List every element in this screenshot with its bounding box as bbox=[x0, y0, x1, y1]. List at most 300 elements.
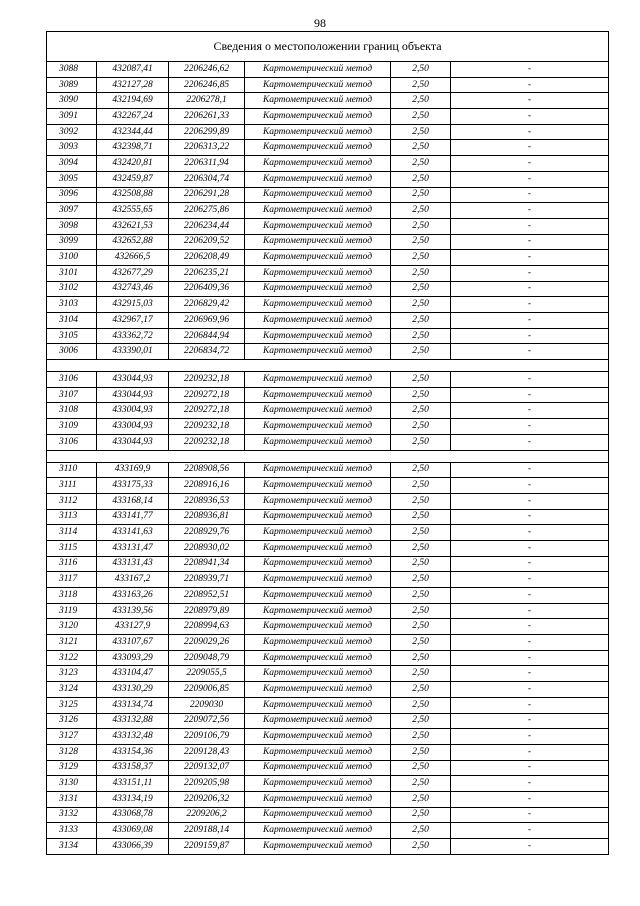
method-cell: Картометрический метод bbox=[245, 403, 391, 419]
x-coordinate-cell: 432915,03 bbox=[97, 297, 169, 313]
y-coordinate-cell: 2206844,94 bbox=[169, 328, 245, 344]
x-coordinate-cell: 432621,53 bbox=[97, 218, 169, 234]
accuracy-cell: 2,50 bbox=[391, 93, 451, 109]
note-cell: - bbox=[451, 760, 609, 776]
note-cell: - bbox=[451, 156, 609, 172]
note-cell: - bbox=[451, 403, 609, 419]
accuracy-cell: 2,50 bbox=[391, 124, 451, 140]
y-coordinate-cell: 2209048,79 bbox=[169, 650, 245, 666]
table-row bbox=[47, 525, 609, 541]
y-coordinate-cell: 2209030 bbox=[169, 697, 245, 713]
table-row bbox=[47, 313, 609, 329]
table-row bbox=[47, 635, 609, 651]
table-row bbox=[47, 713, 609, 729]
table-row bbox=[47, 556, 609, 572]
y-coordinate-cell: 2208952,51 bbox=[169, 588, 245, 604]
point-number-cell: 3115 bbox=[47, 540, 97, 556]
table-row bbox=[47, 493, 609, 509]
accuracy-cell: 2,50 bbox=[391, 509, 451, 525]
point-number-cell: 3114 bbox=[47, 525, 97, 541]
point-number-cell: 3095 bbox=[47, 171, 97, 187]
table-row bbox=[47, 839, 609, 855]
method-cell: Картометрический метод bbox=[245, 62, 391, 78]
accuracy-cell: 2,50 bbox=[391, 807, 451, 823]
method-cell: Картометрический метод bbox=[245, 187, 391, 203]
note-cell: - bbox=[451, 77, 609, 93]
table-row bbox=[47, 77, 609, 93]
note-cell: - bbox=[451, 265, 609, 281]
point-number-cell: 3133 bbox=[47, 823, 97, 839]
y-coordinate-cell: 2206311,94 bbox=[169, 156, 245, 172]
table-row bbox=[47, 478, 609, 494]
point-number-cell: 3119 bbox=[47, 603, 97, 619]
note-cell: - bbox=[451, 540, 609, 556]
note-cell: - bbox=[451, 462, 609, 478]
y-coordinate-cell: 2206291,28 bbox=[169, 187, 245, 203]
accuracy-cell: 2,50 bbox=[391, 666, 451, 682]
method-cell: Картометрический метод bbox=[245, 328, 391, 344]
accuracy-cell: 2,50 bbox=[391, 682, 451, 698]
point-number-cell: 3105 bbox=[47, 328, 97, 344]
point-number-cell: 3113 bbox=[47, 509, 97, 525]
point-number-cell: 3128 bbox=[47, 744, 97, 760]
point-number-cell: 3106 bbox=[47, 434, 97, 450]
x-coordinate-cell: 432743,46 bbox=[97, 281, 169, 297]
accuracy-cell: 2,50 bbox=[391, 760, 451, 776]
accuracy-cell: 2,50 bbox=[391, 776, 451, 792]
x-coordinate-cell: 433107,67 bbox=[97, 635, 169, 651]
accuracy-cell: 2,50 bbox=[391, 729, 451, 745]
point-number-cell: 3100 bbox=[47, 250, 97, 266]
x-coordinate-cell: 433167,2 bbox=[97, 572, 169, 588]
accuracy-cell: 2,50 bbox=[391, 203, 451, 219]
accuracy-cell: 2,50 bbox=[391, 419, 451, 435]
note-cell: - bbox=[451, 250, 609, 266]
x-coordinate-cell: 432267,24 bbox=[97, 109, 169, 125]
table-row bbox=[47, 265, 609, 281]
method-cell: Картометрический метод bbox=[245, 77, 391, 93]
note-cell: - bbox=[451, 525, 609, 541]
y-coordinate-cell: 2208930,02 bbox=[169, 540, 245, 556]
method-cell: Картометрический метод bbox=[245, 203, 391, 219]
note-cell: - bbox=[451, 93, 609, 109]
table-row bbox=[47, 807, 609, 823]
note-cell: - bbox=[451, 556, 609, 572]
y-coordinate-cell: 2209159,87 bbox=[169, 839, 245, 855]
method-cell: Картометрический метод bbox=[245, 372, 391, 388]
method-cell: Картометрический метод bbox=[245, 234, 391, 250]
note-cell: - bbox=[451, 187, 609, 203]
x-coordinate-cell: 433132,48 bbox=[97, 729, 169, 745]
point-number-cell: 3120 bbox=[47, 619, 97, 635]
accuracy-cell: 2,50 bbox=[391, 603, 451, 619]
accuracy-cell: 2,50 bbox=[391, 77, 451, 93]
accuracy-cell: 2,50 bbox=[391, 588, 451, 604]
table-row bbox=[47, 387, 609, 403]
y-coordinate-cell: 2206969,96 bbox=[169, 313, 245, 329]
x-coordinate-cell: 433093,29 bbox=[97, 650, 169, 666]
table-row bbox=[47, 666, 609, 682]
point-number-cell: 3124 bbox=[47, 682, 97, 698]
y-coordinate-cell: 2209232,18 bbox=[169, 419, 245, 435]
y-coordinate-cell: 2209132,07 bbox=[169, 760, 245, 776]
method-cell: Картометрический метод bbox=[245, 419, 391, 435]
point-number-cell: 3111 bbox=[47, 478, 97, 494]
y-coordinate-cell: 2208939,71 bbox=[169, 572, 245, 588]
accuracy-cell: 2,50 bbox=[391, 281, 451, 297]
accuracy-cell: 2,50 bbox=[391, 328, 451, 344]
point-number-cell: 3088 bbox=[47, 62, 97, 78]
boundary-coordinates-table bbox=[46, 31, 609, 855]
table-row bbox=[47, 372, 609, 388]
table-row bbox=[47, 93, 609, 109]
table-row bbox=[47, 729, 609, 745]
table-row bbox=[47, 297, 609, 313]
x-coordinate-cell: 432555,65 bbox=[97, 203, 169, 219]
table-title-row bbox=[47, 32, 609, 62]
table-row bbox=[47, 791, 609, 807]
x-coordinate-cell: 432420,81 bbox=[97, 156, 169, 172]
accuracy-cell: 2,50 bbox=[391, 619, 451, 635]
table-row bbox=[47, 124, 609, 140]
note-cell: - bbox=[451, 419, 609, 435]
method-cell: Картометрический метод bbox=[245, 297, 391, 313]
x-coordinate-cell: 433132,88 bbox=[97, 713, 169, 729]
method-cell: Картометрический метод bbox=[245, 462, 391, 478]
note-cell: - bbox=[451, 635, 609, 651]
table-row bbox=[47, 62, 609, 78]
point-number-cell: 3123 bbox=[47, 666, 97, 682]
method-cell: Картометрический метод bbox=[245, 603, 391, 619]
accuracy-cell: 2,50 bbox=[391, 478, 451, 494]
accuracy-cell: 2,50 bbox=[391, 234, 451, 250]
y-coordinate-cell: 2206234,44 bbox=[169, 218, 245, 234]
y-coordinate-cell: 2209272,18 bbox=[169, 403, 245, 419]
accuracy-cell: 2,50 bbox=[391, 540, 451, 556]
method-cell: Картометрический метод bbox=[245, 478, 391, 494]
note-cell: - bbox=[451, 729, 609, 745]
accuracy-cell: 2,50 bbox=[391, 265, 451, 281]
x-coordinate-cell: 432967,17 bbox=[97, 313, 169, 329]
table-row bbox=[47, 823, 609, 839]
x-coordinate-cell: 433069,08 bbox=[97, 823, 169, 839]
point-number-cell: 3134 bbox=[47, 839, 97, 855]
note-cell: - bbox=[451, 140, 609, 156]
accuracy-cell: 2,50 bbox=[391, 140, 451, 156]
accuracy-cell: 2,50 bbox=[391, 556, 451, 572]
point-number-cell: 3107 bbox=[47, 387, 97, 403]
accuracy-cell: 2,50 bbox=[391, 434, 451, 450]
note-cell: - bbox=[451, 603, 609, 619]
x-coordinate-cell: 432344,44 bbox=[97, 124, 169, 140]
note-cell: - bbox=[451, 509, 609, 525]
x-coordinate-cell: 433139,56 bbox=[97, 603, 169, 619]
y-coordinate-cell: 2206235,21 bbox=[169, 265, 245, 281]
point-number-cell: 3129 bbox=[47, 760, 97, 776]
point-number-cell: 3118 bbox=[47, 588, 97, 604]
note-cell: - bbox=[451, 744, 609, 760]
note-cell: - bbox=[451, 666, 609, 682]
point-number-cell: 3104 bbox=[47, 313, 97, 329]
x-coordinate-cell: 432508,88 bbox=[97, 187, 169, 203]
method-cell: Картометрический метод bbox=[245, 619, 391, 635]
accuracy-cell: 2,50 bbox=[391, 372, 451, 388]
point-number-cell: 3098 bbox=[47, 218, 97, 234]
x-coordinate-cell: 433154,36 bbox=[97, 744, 169, 760]
y-coordinate-cell: 2209232,18 bbox=[169, 434, 245, 450]
point-number-cell: 3099 bbox=[47, 234, 97, 250]
method-cell: Картометрический метод bbox=[245, 588, 391, 604]
accuracy-cell: 2,50 bbox=[391, 403, 451, 419]
point-number-cell: 3108 bbox=[47, 403, 97, 419]
y-coordinate-cell: 2208936,81 bbox=[169, 509, 245, 525]
table-row bbox=[47, 403, 609, 419]
table-row bbox=[47, 419, 609, 435]
page-number: 98 bbox=[314, 16, 326, 30]
table-row bbox=[47, 203, 609, 219]
note-cell: - bbox=[451, 588, 609, 604]
y-coordinate-cell: 2206278,1 bbox=[169, 93, 245, 109]
note-cell: - bbox=[451, 697, 609, 713]
accuracy-cell: 2,50 bbox=[391, 650, 451, 666]
point-number-cell: 3117 bbox=[47, 572, 97, 588]
y-coordinate-cell: 2209029,26 bbox=[169, 635, 245, 651]
table-row bbox=[47, 697, 609, 713]
table-row bbox=[47, 588, 609, 604]
x-coordinate-cell: 433134,74 bbox=[97, 697, 169, 713]
point-number-cell: 3091 bbox=[47, 109, 97, 125]
note-cell: - bbox=[451, 682, 609, 698]
point-number-cell: 3127 bbox=[47, 729, 97, 745]
accuracy-cell: 2,50 bbox=[391, 297, 451, 313]
table-row bbox=[47, 744, 609, 760]
y-coordinate-cell: 2208994,63 bbox=[169, 619, 245, 635]
group-separator-row bbox=[47, 450, 609, 462]
point-number-cell: 3093 bbox=[47, 140, 97, 156]
y-coordinate-cell: 2209206,2 bbox=[169, 807, 245, 823]
accuracy-cell: 2,50 bbox=[391, 635, 451, 651]
x-coordinate-cell: 433141,63 bbox=[97, 525, 169, 541]
note-cell: - bbox=[451, 124, 609, 140]
x-coordinate-cell: 433044,93 bbox=[97, 434, 169, 450]
method-cell: Картометрический метод bbox=[245, 556, 391, 572]
table-row bbox=[47, 109, 609, 125]
method-cell: Картометрический метод bbox=[245, 156, 391, 172]
note-cell: - bbox=[451, 650, 609, 666]
accuracy-cell: 2,50 bbox=[391, 187, 451, 203]
y-coordinate-cell: 2208936,53 bbox=[169, 493, 245, 509]
point-number-cell: 3122 bbox=[47, 650, 97, 666]
method-cell: Картометрический метод bbox=[245, 744, 391, 760]
y-coordinate-cell: 2208916,16 bbox=[169, 478, 245, 494]
x-coordinate-cell: 433141,77 bbox=[97, 509, 169, 525]
x-coordinate-cell: 433131,43 bbox=[97, 556, 169, 572]
note-cell: - bbox=[451, 297, 609, 313]
table-row bbox=[47, 619, 609, 635]
x-coordinate-cell: 433044,93 bbox=[97, 372, 169, 388]
x-coordinate-cell: 433169,9 bbox=[97, 462, 169, 478]
y-coordinate-cell: 2209205,98 bbox=[169, 776, 245, 792]
table-title: Сведения о местоположении границ объекта bbox=[47, 32, 609, 62]
y-coordinate-cell: 2206409,36 bbox=[169, 281, 245, 297]
method-cell: Картометрический метод bbox=[245, 839, 391, 855]
y-coordinate-cell: 2206208,49 bbox=[169, 250, 245, 266]
table-row bbox=[47, 776, 609, 792]
y-coordinate-cell: 2209188,14 bbox=[169, 823, 245, 839]
method-cell: Картометрический метод bbox=[245, 265, 391, 281]
method-cell: Картометрический метод bbox=[245, 666, 391, 682]
point-number-cell: 3096 bbox=[47, 187, 97, 203]
y-coordinate-cell: 2206261,33 bbox=[169, 109, 245, 125]
x-coordinate-cell: 432666,5 bbox=[97, 250, 169, 266]
method-cell: Картометрический метод bbox=[245, 682, 391, 698]
note-cell: - bbox=[451, 776, 609, 792]
method-cell: Картометрический метод bbox=[245, 572, 391, 588]
note-cell: - bbox=[451, 171, 609, 187]
method-cell: Картометрический метод bbox=[245, 93, 391, 109]
table-body bbox=[47, 32, 609, 855]
method-cell: Картометрический метод bbox=[245, 140, 391, 156]
accuracy-cell: 2,50 bbox=[391, 313, 451, 329]
note-cell: - bbox=[451, 203, 609, 219]
note-cell: - bbox=[451, 313, 609, 329]
y-coordinate-cell: 2206209,52 bbox=[169, 234, 245, 250]
table-row bbox=[47, 572, 609, 588]
accuracy-cell: 2,50 bbox=[391, 823, 451, 839]
accuracy-cell: 2,50 bbox=[391, 62, 451, 78]
accuracy-cell: 2,50 bbox=[391, 839, 451, 855]
method-cell: Картометрический метод bbox=[245, 344, 391, 360]
x-coordinate-cell: 433134,19 bbox=[97, 791, 169, 807]
method-cell: Картометрический метод bbox=[245, 760, 391, 776]
note-cell: - bbox=[451, 791, 609, 807]
note-cell: - bbox=[451, 328, 609, 344]
accuracy-cell: 2,50 bbox=[391, 572, 451, 588]
note-cell: - bbox=[451, 281, 609, 297]
x-coordinate-cell: 433066,39 bbox=[97, 839, 169, 855]
x-coordinate-cell: 433163,26 bbox=[97, 588, 169, 604]
point-number-cell: 3092 bbox=[47, 124, 97, 140]
table-row bbox=[47, 250, 609, 266]
group-separator-row bbox=[47, 360, 609, 372]
method-cell: Картометрический метод bbox=[245, 313, 391, 329]
point-number-cell: 3126 bbox=[47, 713, 97, 729]
x-coordinate-cell: 432194,69 bbox=[97, 93, 169, 109]
x-coordinate-cell: 432652,88 bbox=[97, 234, 169, 250]
accuracy-cell: 2,50 bbox=[391, 156, 451, 172]
x-coordinate-cell: 433168,14 bbox=[97, 493, 169, 509]
note-cell: - bbox=[451, 234, 609, 250]
table-row bbox=[47, 682, 609, 698]
note-cell: - bbox=[451, 387, 609, 403]
table-row bbox=[47, 760, 609, 776]
method-cell: Картометрический метод bbox=[245, 509, 391, 525]
x-coordinate-cell: 433004,93 bbox=[97, 419, 169, 435]
separator-cell bbox=[47, 450, 609, 462]
note-cell: - bbox=[451, 372, 609, 388]
y-coordinate-cell: 2209072,56 bbox=[169, 713, 245, 729]
point-number-cell: 3094 bbox=[47, 156, 97, 172]
point-number-cell: 3132 bbox=[47, 807, 97, 823]
x-coordinate-cell: 433151,11 bbox=[97, 776, 169, 792]
y-coordinate-cell: 2209232,18 bbox=[169, 372, 245, 388]
table-row bbox=[47, 218, 609, 234]
x-coordinate-cell: 433390,01 bbox=[97, 344, 169, 360]
point-number-cell: 3006 bbox=[47, 344, 97, 360]
y-coordinate-cell: 2208979,89 bbox=[169, 603, 245, 619]
point-number-cell: 3102 bbox=[47, 281, 97, 297]
y-coordinate-cell: 2206246,85 bbox=[169, 77, 245, 93]
point-number-cell: 3106 bbox=[47, 372, 97, 388]
table-row bbox=[47, 603, 609, 619]
y-coordinate-cell: 2206829,42 bbox=[169, 297, 245, 313]
note-cell: - bbox=[451, 807, 609, 823]
accuracy-cell: 2,50 bbox=[391, 250, 451, 266]
note-cell: - bbox=[451, 823, 609, 839]
x-coordinate-cell: 432459,87 bbox=[97, 171, 169, 187]
point-number-cell: 3097 bbox=[47, 203, 97, 219]
method-cell: Картометрический метод bbox=[245, 218, 391, 234]
table-row bbox=[47, 434, 609, 450]
table-row bbox=[47, 540, 609, 556]
note-cell: - bbox=[451, 493, 609, 509]
x-coordinate-cell: 432677,29 bbox=[97, 265, 169, 281]
table-row bbox=[47, 187, 609, 203]
accuracy-cell: 2,50 bbox=[391, 462, 451, 478]
accuracy-cell: 2,50 bbox=[391, 493, 451, 509]
table-row bbox=[47, 234, 609, 250]
method-cell: Картометрический метод bbox=[245, 807, 391, 823]
table-row bbox=[47, 509, 609, 525]
note-cell: - bbox=[451, 713, 609, 729]
accuracy-cell: 2,50 bbox=[391, 791, 451, 807]
point-number-cell: 3090 bbox=[47, 93, 97, 109]
accuracy-cell: 2,50 bbox=[391, 525, 451, 541]
table-row bbox=[47, 462, 609, 478]
x-coordinate-cell: 433044,93 bbox=[97, 387, 169, 403]
note-cell: - bbox=[451, 839, 609, 855]
y-coordinate-cell: 2209055,5 bbox=[169, 666, 245, 682]
note-cell: - bbox=[451, 619, 609, 635]
y-coordinate-cell: 2206246,62 bbox=[169, 62, 245, 78]
note-cell: - bbox=[451, 344, 609, 360]
y-coordinate-cell: 2208908,56 bbox=[169, 462, 245, 478]
table-row bbox=[47, 171, 609, 187]
note-cell: - bbox=[451, 478, 609, 494]
point-number-cell: 3131 bbox=[47, 791, 97, 807]
y-coordinate-cell: 2209128,43 bbox=[169, 744, 245, 760]
method-cell: Картометрический метод bbox=[245, 697, 391, 713]
method-cell: Картометрический метод bbox=[245, 791, 391, 807]
x-coordinate-cell: 433130,29 bbox=[97, 682, 169, 698]
method-cell: Картометрический метод bbox=[245, 250, 391, 266]
y-coordinate-cell: 2206275,86 bbox=[169, 203, 245, 219]
y-coordinate-cell: 2209206,32 bbox=[169, 791, 245, 807]
table-row bbox=[47, 140, 609, 156]
separator-cell bbox=[47, 360, 609, 372]
x-coordinate-cell: 433104,47 bbox=[97, 666, 169, 682]
method-cell: Картометрический метод bbox=[245, 387, 391, 403]
method-cell: Картометрический метод bbox=[245, 776, 391, 792]
method-cell: Картометрический метод bbox=[245, 171, 391, 187]
x-coordinate-cell: 433127,9 bbox=[97, 619, 169, 635]
y-coordinate-cell: 2208929,76 bbox=[169, 525, 245, 541]
table-row bbox=[47, 344, 609, 360]
y-coordinate-cell: 2209106,79 bbox=[169, 729, 245, 745]
point-number-cell: 3101 bbox=[47, 265, 97, 281]
x-coordinate-cell: 432398,71 bbox=[97, 140, 169, 156]
note-cell: - bbox=[451, 434, 609, 450]
